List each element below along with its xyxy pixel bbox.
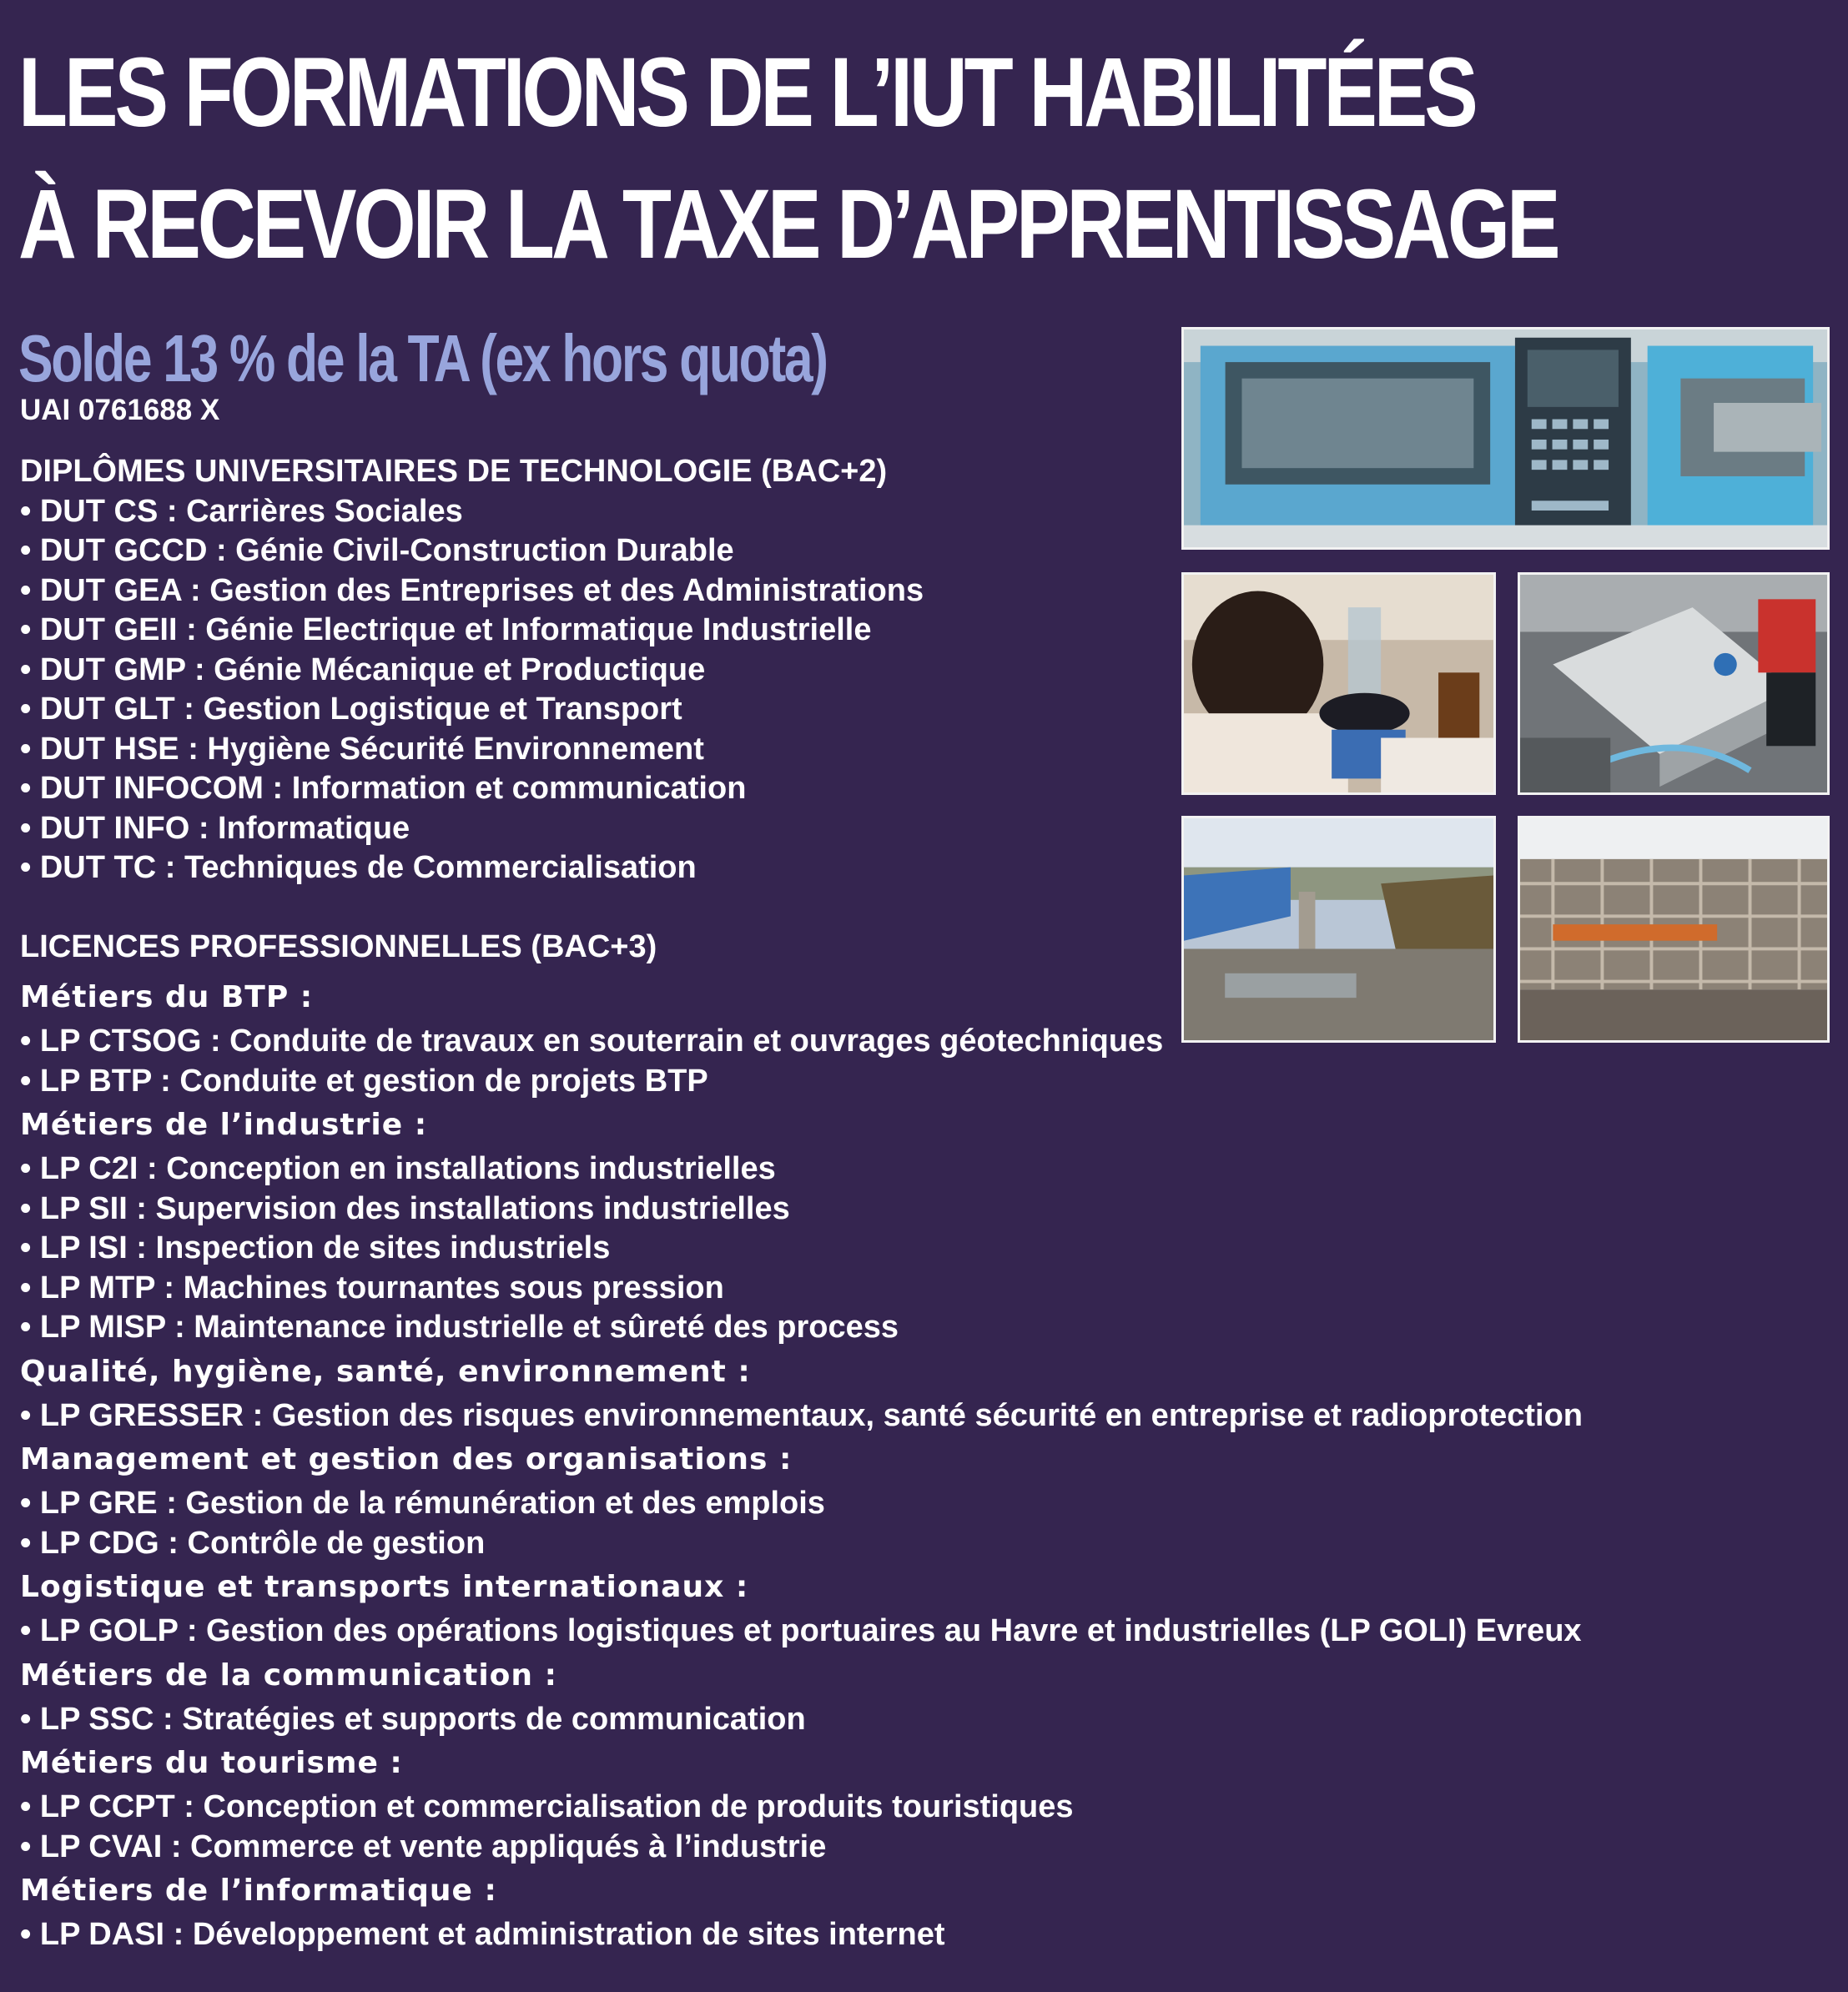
lp-item: • LP CTSOG : Conduite de travaux en souterrain et ouvrages géotechniques [20, 1024, 1164, 1059]
lp-item: • LP MISP : Maintenance industrielle et sûreté des process [20, 1310, 899, 1345]
lp-groups [20, 973, 1830, 1955]
lp-category-title: Métiers de l’industrie : [20, 1108, 428, 1142]
photo-injection-machine [1181, 327, 1830, 550]
lp-group [20, 1867, 1830, 1955]
dut-item: • DUT GLT : Gestion Logistique et Transport [20, 692, 682, 727]
lp-item: • LP SII : Supervision des installations industrielles [20, 1190, 790, 1226]
photo-lab-student [1181, 572, 1496, 795]
lp-item: • LP CVAI : Commerce et vente appliqués à l’industrie [20, 1829, 827, 1864]
photo-construction-site [1181, 816, 1496, 1043]
dut-item: • DUT HSE : Hygiène Sécurité Environnement [20, 731, 704, 767]
photo-machining-part [1518, 572, 1830, 795]
lp-item: • LP MTP : Machines tournantes sous pression [20, 1270, 724, 1305]
uai-code: UAI 0761688 X [20, 394, 220, 426]
lp-item: • LP SSC : Stratégies et supports de communication [20, 1701, 806, 1737]
dut-item: • DUT GEA : Gestion des Entreprises et des Administrations [20, 572, 924, 608]
lp-item: • LP C2I : Conception en installations industrielles [20, 1151, 776, 1186]
photo-scaffolding-building [1518, 816, 1830, 1043]
lp-category-title: Qualité, hygiène, santé, environnement : [20, 1354, 751, 1389]
lp-group [20, 1563, 1830, 1652]
dut-heading: DIPLÔMES UNIVERSITAIRES DE TECHNOLOGIE (BAC+2) [20, 454, 888, 489]
lp-category-title: Métiers de l’informatique : [20, 1874, 497, 1908]
lp-heading: LICENCES PROFESSIONNELLES (BAC+3) [20, 928, 657, 964]
lp-category-title: Métiers du tourisme : [20, 1746, 403, 1780]
dut-item: • DUT GCCD : Génie Civil-Construction Durable [20, 533, 734, 568]
lp-category-title: Métiers du BTP : [20, 980, 314, 1014]
lp-item: • LP GOLP : Gestion des opérations logistiques et portuaires au Havre et industrielles (LP GOLI) Evreux [20, 1613, 1582, 1648]
lp-item: • LP CCPT : Conception et commercialisation de produits touristiques [20, 1789, 1074, 1824]
lp-item: • LP ISI : Inspection de sites industriels [20, 1230, 611, 1265]
dut-item: • DUT INFO : Informatique [20, 810, 410, 846]
lp-item: • LP DASI : Développement et administration de sites internet [20, 1917, 945, 1952]
dut-item: • DUT INFOCOM : Information et communication [20, 771, 747, 806]
lp-item: • LP CDG : Contrôle de gestion [20, 1525, 486, 1561]
dut-item: • DUT GEII : Génie Electrique et Informatique Industrielle [20, 612, 872, 647]
lp-category-title: Logistique et transports internationaux : [20, 1570, 749, 1604]
lp-group [20, 1436, 1830, 1563]
lp-category-title: Métiers de la communication : [20, 1657, 557, 1693]
dut-item: • DUT GMP : Génie Mécanique et Productique [20, 651, 706, 687]
dut-item: • DUT TC : Techniques de Commercialisation [20, 850, 697, 885]
lp-item: • LP GRESSER : Gestion des risques environnementaux, santé sécurité en entreprise et radioprotection [20, 1397, 1584, 1433]
page-title [18, 27, 1557, 290]
subtitle: Solde 13 % de la TA (ex hors quota) [18, 321, 827, 395]
lp-group [20, 1348, 1830, 1436]
title-line-2: À RECEVOIR LA TAXE D’APPRENTISSAGE [18, 169, 1558, 279]
dut-item: • DUT CS : Carrières Sociales [20, 493, 463, 529]
lp-group [20, 1739, 1830, 1867]
lp-category-title: Management et gestion des organisations : [20, 1442, 793, 1476]
lp-item: • LP GRE : Gestion de la rémunération et des emplois [20, 1486, 825, 1521]
lp-group [20, 1652, 1830, 1740]
lp-item: • LP BTP : Conduite et gestion de projets BTP [20, 1063, 708, 1099]
lp-group [20, 1101, 1830, 1348]
title-line-1: LES FORMATIONS DE L’IUT HABILITÉES [18, 38, 1475, 148]
